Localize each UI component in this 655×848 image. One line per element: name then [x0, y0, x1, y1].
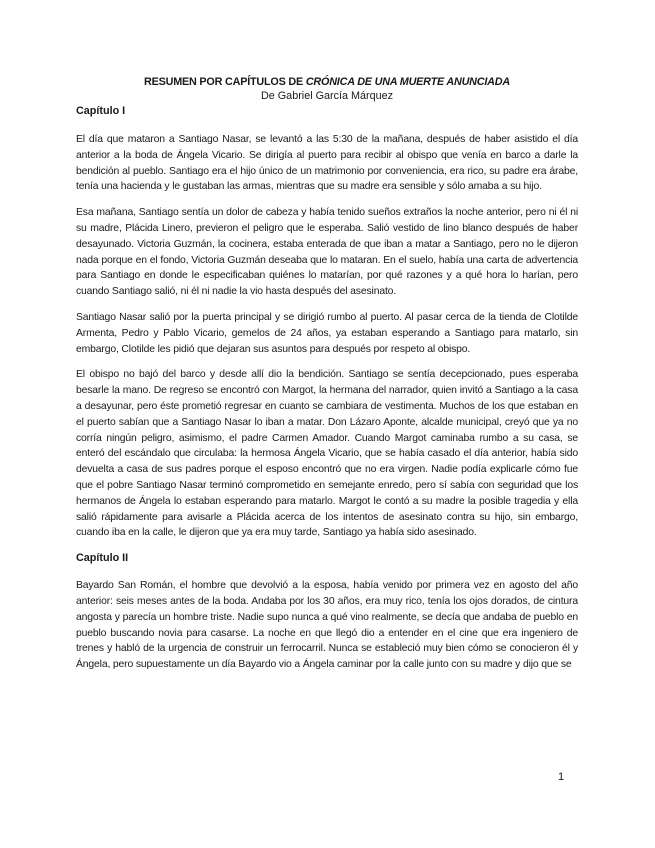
document-title	[76, 75, 578, 89]
paragraph: El día que mataron a Santiago Nasar, se levantó a las 5:30 de la mañana, después de haber asistido el día anterior a la boda de Ángela Vicario. Se dirigía al puerto para recibir al obispo que venía en barco a darle la bendición al pueblo. Santiago era el hijo único de un matrimonio por conveniencia, era rico, su padre era árabe, tenía una hacienda y le gustaban las armas, mientras que su madre era sensible y sólo amaba a su hijo.	[76, 134, 578, 193]
page-number: 1	[558, 771, 565, 783]
document-body	[76, 75, 578, 683]
paragraph: El obispo no bajó del barco y desde allí dio la bendición. Santiago se sentía decepcionado, pues esperaba besarle la mano. De regreso se encontró con Margot, la hermana del narrador, quien invitó a Santiago a la casa a desayunar, pero éste prometió regresar en cuanto se cambiara de vestimenta. Muchos de los que estaban en el puerto sabían que a Santiago Nasar lo iban a matar. Don Lázaro Aponte, alcalde municipal, creyó que ya no corría ningún peligro, asimismo, el padre Carmen Amador. Cuando Margot caminaba rumbo a su casa, se enteró del escándalo que circulaba: la hermosa Ángela Vicario, que se había casado el día anterior, había sido devuelta a casa de sus padres porque el esposo encontró que no era virgen. Nadie podía explicarle cómo fue que el pobre Santiago Nasar terminó comprometido en semejante enredo, pero sí sabía con seguridad que los hermanos de Ángela lo estaban esperando para matarlo. Margot le contó a su madre la posible tragedia y ella salió rápidamente para avisarle a Plácida acerca de los intentos de asesinato contra su hijo, sin embargo, cuando iba en la calle, le dijeron que ya era muy tarde, Santiago ya había sido asesinado.	[76, 369, 578, 539]
paragraph: Bayardo San Román, el hombre que devolvió a la esposa, había venido por primera vez en agosto del año anterior: seis meses antes de la boda. Andaba por los 30 años, era muy rico, tenía los ojos dorados, de cintura angosta y parecía un hombre triste. Nadie supo nunca a qué vino realmente, se decía que andaba de pueblo en pueblo buscando novia para casarse. La noche en que llegó dio a entender en el cine que era ingeniero de trenes y habló de la urgencia de construir un ferrocarril. Nunca se estableció muy bien cómo se conocieron él y Ángela, pero supuestamente un día Bayardo vio a Ángela caminar por la calle junto con su madre y dijo que se	[76, 580, 578, 671]
paragraph: Esa mañana, Santiago sentía un dolor de cabeza y había tenido sueños extraños la noche anterior, pero ni él ni su madre, Plácida Linero, previeron el peligro que le esperaba. Salió vestido de lino blanco después de haber desayunado. Victoria Guzmán, la cocinera, estaba enterada de que iban a matar a Santiago, pero no le dijeron nada porque en el fondo, Victoria Guzmán deseaba que lo mataran. En el suelo, había una carta de advertencia para Santiago en donde le especificaban quiénes lo matarían, por qué razones y a qué hora lo harían, pero cuando Santiago salió, ni él ni nadie la vio hasta después del asesinato.	[76, 207, 578, 298]
chapter-heading: Capítulo II	[76, 552, 129, 565]
title-book-name: CRÓNICA DE UNA MUERTE ANUNCIADA	[305, 76, 510, 88]
paragraph: Santiago Nasar salió por la puerta principal y se dirigió rumbo al puerto. Al pasar cerca de la tienda de Clotilde Armenta, Pedro y Pablo Vicario, gemelos de 24 años, ya estaban esperando a Santiago para matarlo, sin embargo, Clotilde les pidió que dejaran sus asuntos para después por respeto al obispo.	[76, 311, 578, 355]
chapter-heading: Capítulo I	[76, 105, 126, 117]
title-prefix: RESUMEN POR CAPÍTULOS DE	[144, 76, 306, 88]
document-author: De Gabriel García Márquez	[260, 90, 393, 102]
